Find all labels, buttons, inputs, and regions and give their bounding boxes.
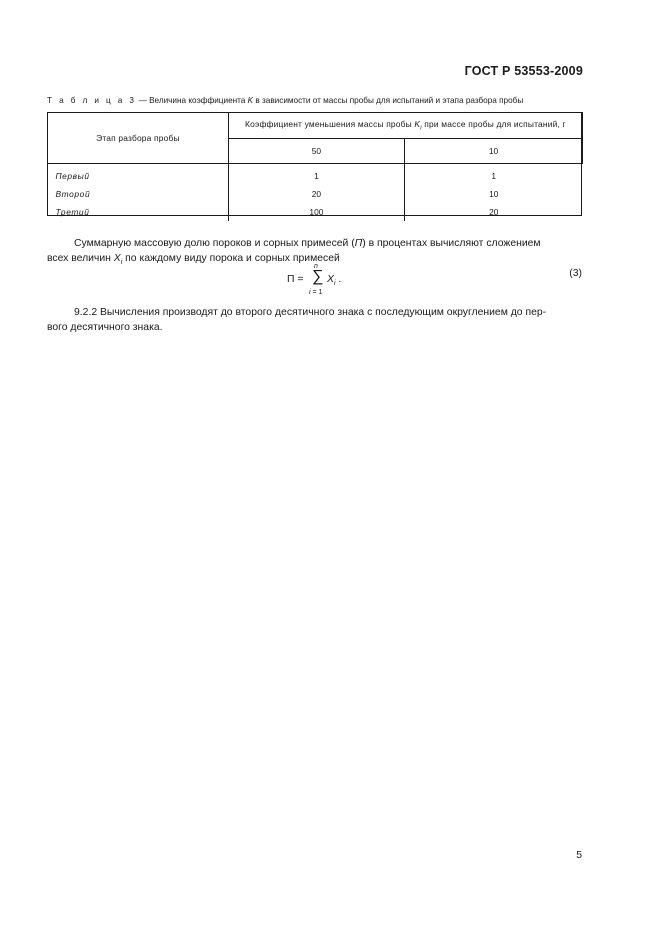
paragraph1-line1 (47, 236, 583, 251)
formula-lower-limit (309, 289, 322, 296)
formula-var: X (327, 274, 334, 285)
table-caption (47, 96, 587, 105)
formula-term (327, 274, 341, 287)
formula-lhs: П = (287, 274, 304, 285)
coef-header-sub: i (420, 125, 422, 132)
page-number: 5 (576, 850, 582, 861)
mass-10-header: 10 (404, 138, 582, 164)
p1-line2-sub: i (120, 259, 123, 267)
standard-code: ГОСТ Р 53553-2009 (464, 64, 583, 78)
formula-lower-var: i (309, 289, 311, 296)
coefficient-table (47, 112, 583, 221)
coefficient-column-header (228, 113, 582, 139)
value-10-cell: 20 (404, 203, 582, 221)
stage-cell: Второй (55, 189, 91, 199)
value-10-cell: 1 (404, 164, 582, 186)
p1-line1-pre: Суммарную массовую долю пороков и сорных примесей ( (74, 238, 355, 249)
table-row (48, 203, 583, 221)
table-row (48, 164, 583, 186)
p1-line2-var: X (113, 253, 121, 264)
p1-line2-post: по каждому виду порока и сорных примесей (122, 253, 340, 264)
coef-header-post: при массе пробы для испытаний, г (421, 118, 566, 129)
stage-column-header: Этап разбора пробы (48, 113, 229, 164)
value-10-cell: 10 (404, 185, 582, 203)
table-header-row (48, 113, 583, 139)
table-row (48, 185, 583, 203)
formula-sub: i (333, 280, 336, 288)
table-caption-post: в зависимости от массы пробы для испытаний и этапа разбора пробы (253, 96, 524, 105)
paragraph-rounding (47, 305, 583, 335)
stage-cell: Первый (55, 171, 90, 181)
table-caption-dash: — (136, 96, 150, 105)
coef-header-var: K (414, 118, 421, 129)
formula-lower-rest: = 1 (310, 289, 323, 296)
paragraph2-line1: 9.2.2 Вычисления производят до второго десятичного знака с последующим округлением до пер- (74, 307, 547, 318)
p1-line1-var: П (354, 238, 363, 249)
coef-header-pre: Коэффициент уменьшения массы пробы (245, 118, 415, 129)
table-caption-var: K (247, 96, 254, 105)
sum-formula (287, 265, 377, 305)
value-50-cell: 1 (228, 164, 404, 186)
p1-line2-pre: всех величин (47, 253, 114, 264)
table-caption-label: Т а б л и ц а 3 (47, 96, 137, 105)
formula-end: . (335, 274, 342, 285)
value-50-cell: 20 (228, 185, 404, 203)
p1-line1-post: ) в процентах вычисляют сложением (362, 238, 541, 249)
paragraph1-line2 (47, 253, 340, 267)
stage-cell: Третий (55, 207, 90, 217)
mass-50-header: 50 (228, 138, 404, 164)
paragraph2-line2: вого десятичного знака. (47, 322, 163, 333)
value-50-cell: 100 (228, 203, 404, 221)
table-caption-pre: Величина коэффициента (149, 96, 248, 105)
formula-upper-limit: n (314, 263, 318, 270)
sigma-symbol: ∑ (312, 268, 324, 285)
equation-number: (3) (569, 268, 582, 279)
